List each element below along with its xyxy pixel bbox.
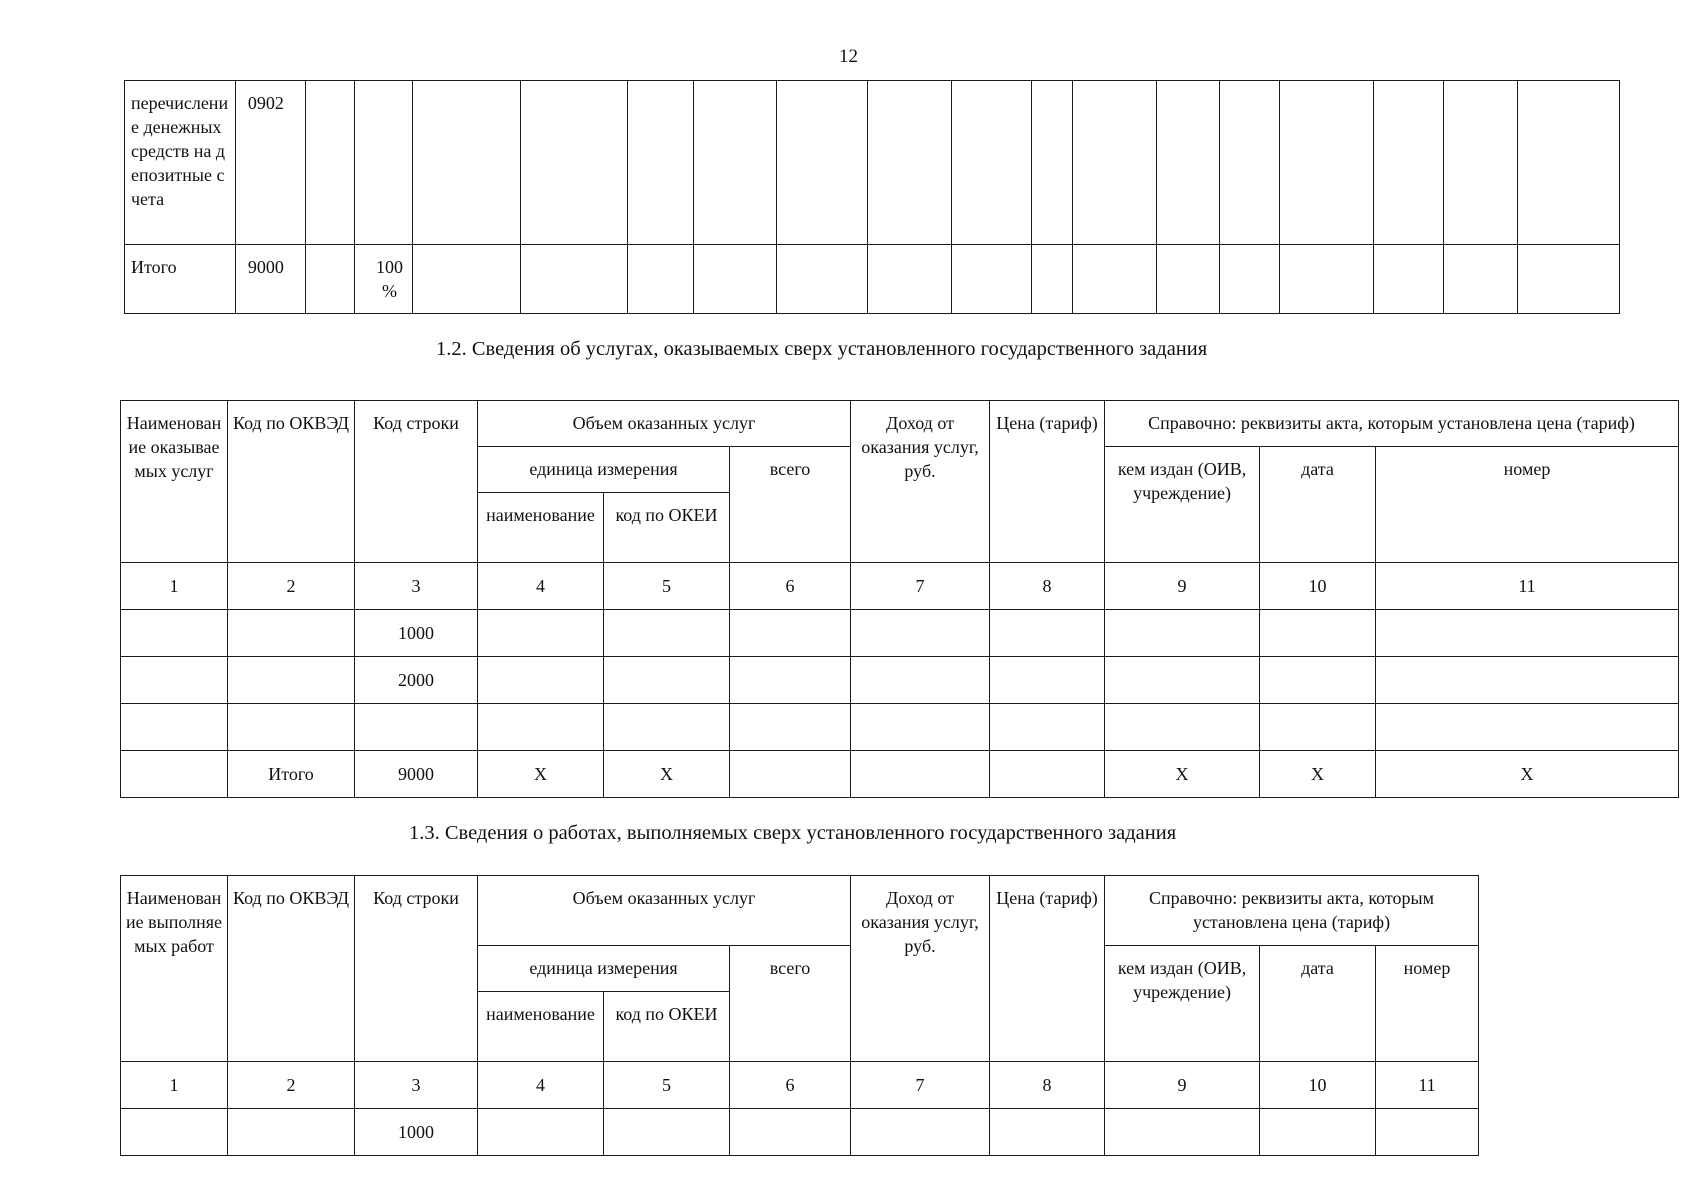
section-title-1-2: 1.2. Сведения об услугах, оказываемых сверх установленного государственного задания [436, 338, 1208, 360]
column-number: 7 [851, 563, 990, 610]
header-issued-by: кем издан (ОИВ, учреждение) [1105, 946, 1260, 1062]
table-row: 1000 [121, 1109, 1479, 1156]
header-volume: Объем оказанных услуг [478, 876, 851, 946]
table-row-total [125, 245, 1620, 314]
header-total: всего [730, 447, 851, 563]
column-number: 11 [1376, 1062, 1479, 1109]
table-row [121, 704, 1679, 751]
header-unit: единица измерения [478, 946, 730, 992]
column-numbers-row [121, 563, 1679, 610]
header-income: Доход от оказания услуг, руб. [851, 401, 990, 563]
header-reference: Справочно: реквизиты акта, которым установлена цена (тариф) [1105, 401, 1679, 447]
header-price: Цена (тариф) [990, 401, 1105, 563]
column-number: 6 [730, 563, 851, 610]
column-number: 4 [478, 1062, 604, 1109]
column-number: 11 [1376, 563, 1679, 610]
column-number: 10 [1260, 1062, 1376, 1109]
services-table [120, 400, 1679, 798]
header-okei: код по ОКЕИ [604, 493, 730, 563]
header-okved: Код по ОКВЭД [228, 401, 355, 563]
table-row [125, 81, 1620, 245]
header-income: Доход от оказания услуг, руб. [851, 876, 990, 1062]
column-number: 2 [228, 1062, 355, 1109]
column-number: 8 [990, 1062, 1105, 1109]
header-issued-by: кем издан (ОИВ, учреждение) [1105, 447, 1260, 563]
page-number: 12 [839, 46, 858, 67]
column-number: 4 [478, 563, 604, 610]
column-number: 3 [355, 1062, 478, 1109]
column-number: 7 [851, 1062, 990, 1109]
header-number: номер [1376, 447, 1679, 563]
table-row: 2000 [121, 657, 1679, 704]
row-share-cell: 100 % [354, 245, 412, 314]
column-number: 1 [121, 563, 228, 610]
header-okved: Код по ОКВЭД [228, 876, 355, 1062]
header-total: всего [730, 946, 851, 1062]
column-number: 3 [355, 563, 478, 610]
column-number: 2 [228, 563, 355, 610]
header-unit-name: наименование [478, 992, 604, 1062]
header-name: Наименование выполняемых работ [121, 876, 228, 1062]
column-number: 9 [1105, 1062, 1260, 1109]
column-number: 10 [1260, 563, 1376, 610]
header-unit-name: наименование [478, 493, 604, 563]
table-row-total: Итого 9000 X X X X X [121, 751, 1679, 798]
row-name-cell: Итого [125, 245, 236, 314]
column-number: 5 [604, 563, 730, 610]
section-title-1-3: 1.3. Сведения о работах, выполняемых сверх установленного государственного задания [409, 822, 1177, 844]
header-reference: Справочно: реквизиты акта, которым установлена цена (тариф) [1105, 876, 1479, 946]
works-table [120, 875, 1479, 1156]
header-unit: единица измерения [478, 447, 730, 493]
header-number: номер [1376, 946, 1479, 1062]
header-okei: код по ОКЕИ [604, 992, 730, 1062]
column-numbers-row [121, 1062, 1479, 1109]
column-number: 6 [730, 1062, 851, 1109]
column-number: 5 [604, 1062, 730, 1109]
column-number: 8 [990, 563, 1105, 610]
column-number: 9 [1105, 563, 1260, 610]
header-date: дата [1260, 447, 1376, 563]
table-row: 1000 [121, 610, 1679, 657]
column-number: 1 [121, 1062, 228, 1109]
header-row-code: Код строки [355, 401, 478, 563]
header-name: Наименование оказываемых услуг [121, 401, 228, 563]
header-price: Цена (тариф) [990, 876, 1105, 1062]
header-volume: Объем оказанных услуг [478, 401, 851, 447]
header-row-code: Код строки [355, 876, 478, 1062]
row-code-cell: 0902 [235, 81, 305, 245]
continuation-table [124, 80, 1620, 314]
row-name-cell: перечисление денежных средств на депозитные счета [125, 81, 236, 245]
header-date: дата [1260, 946, 1376, 1062]
row-code-cell: 9000 [235, 245, 305, 314]
